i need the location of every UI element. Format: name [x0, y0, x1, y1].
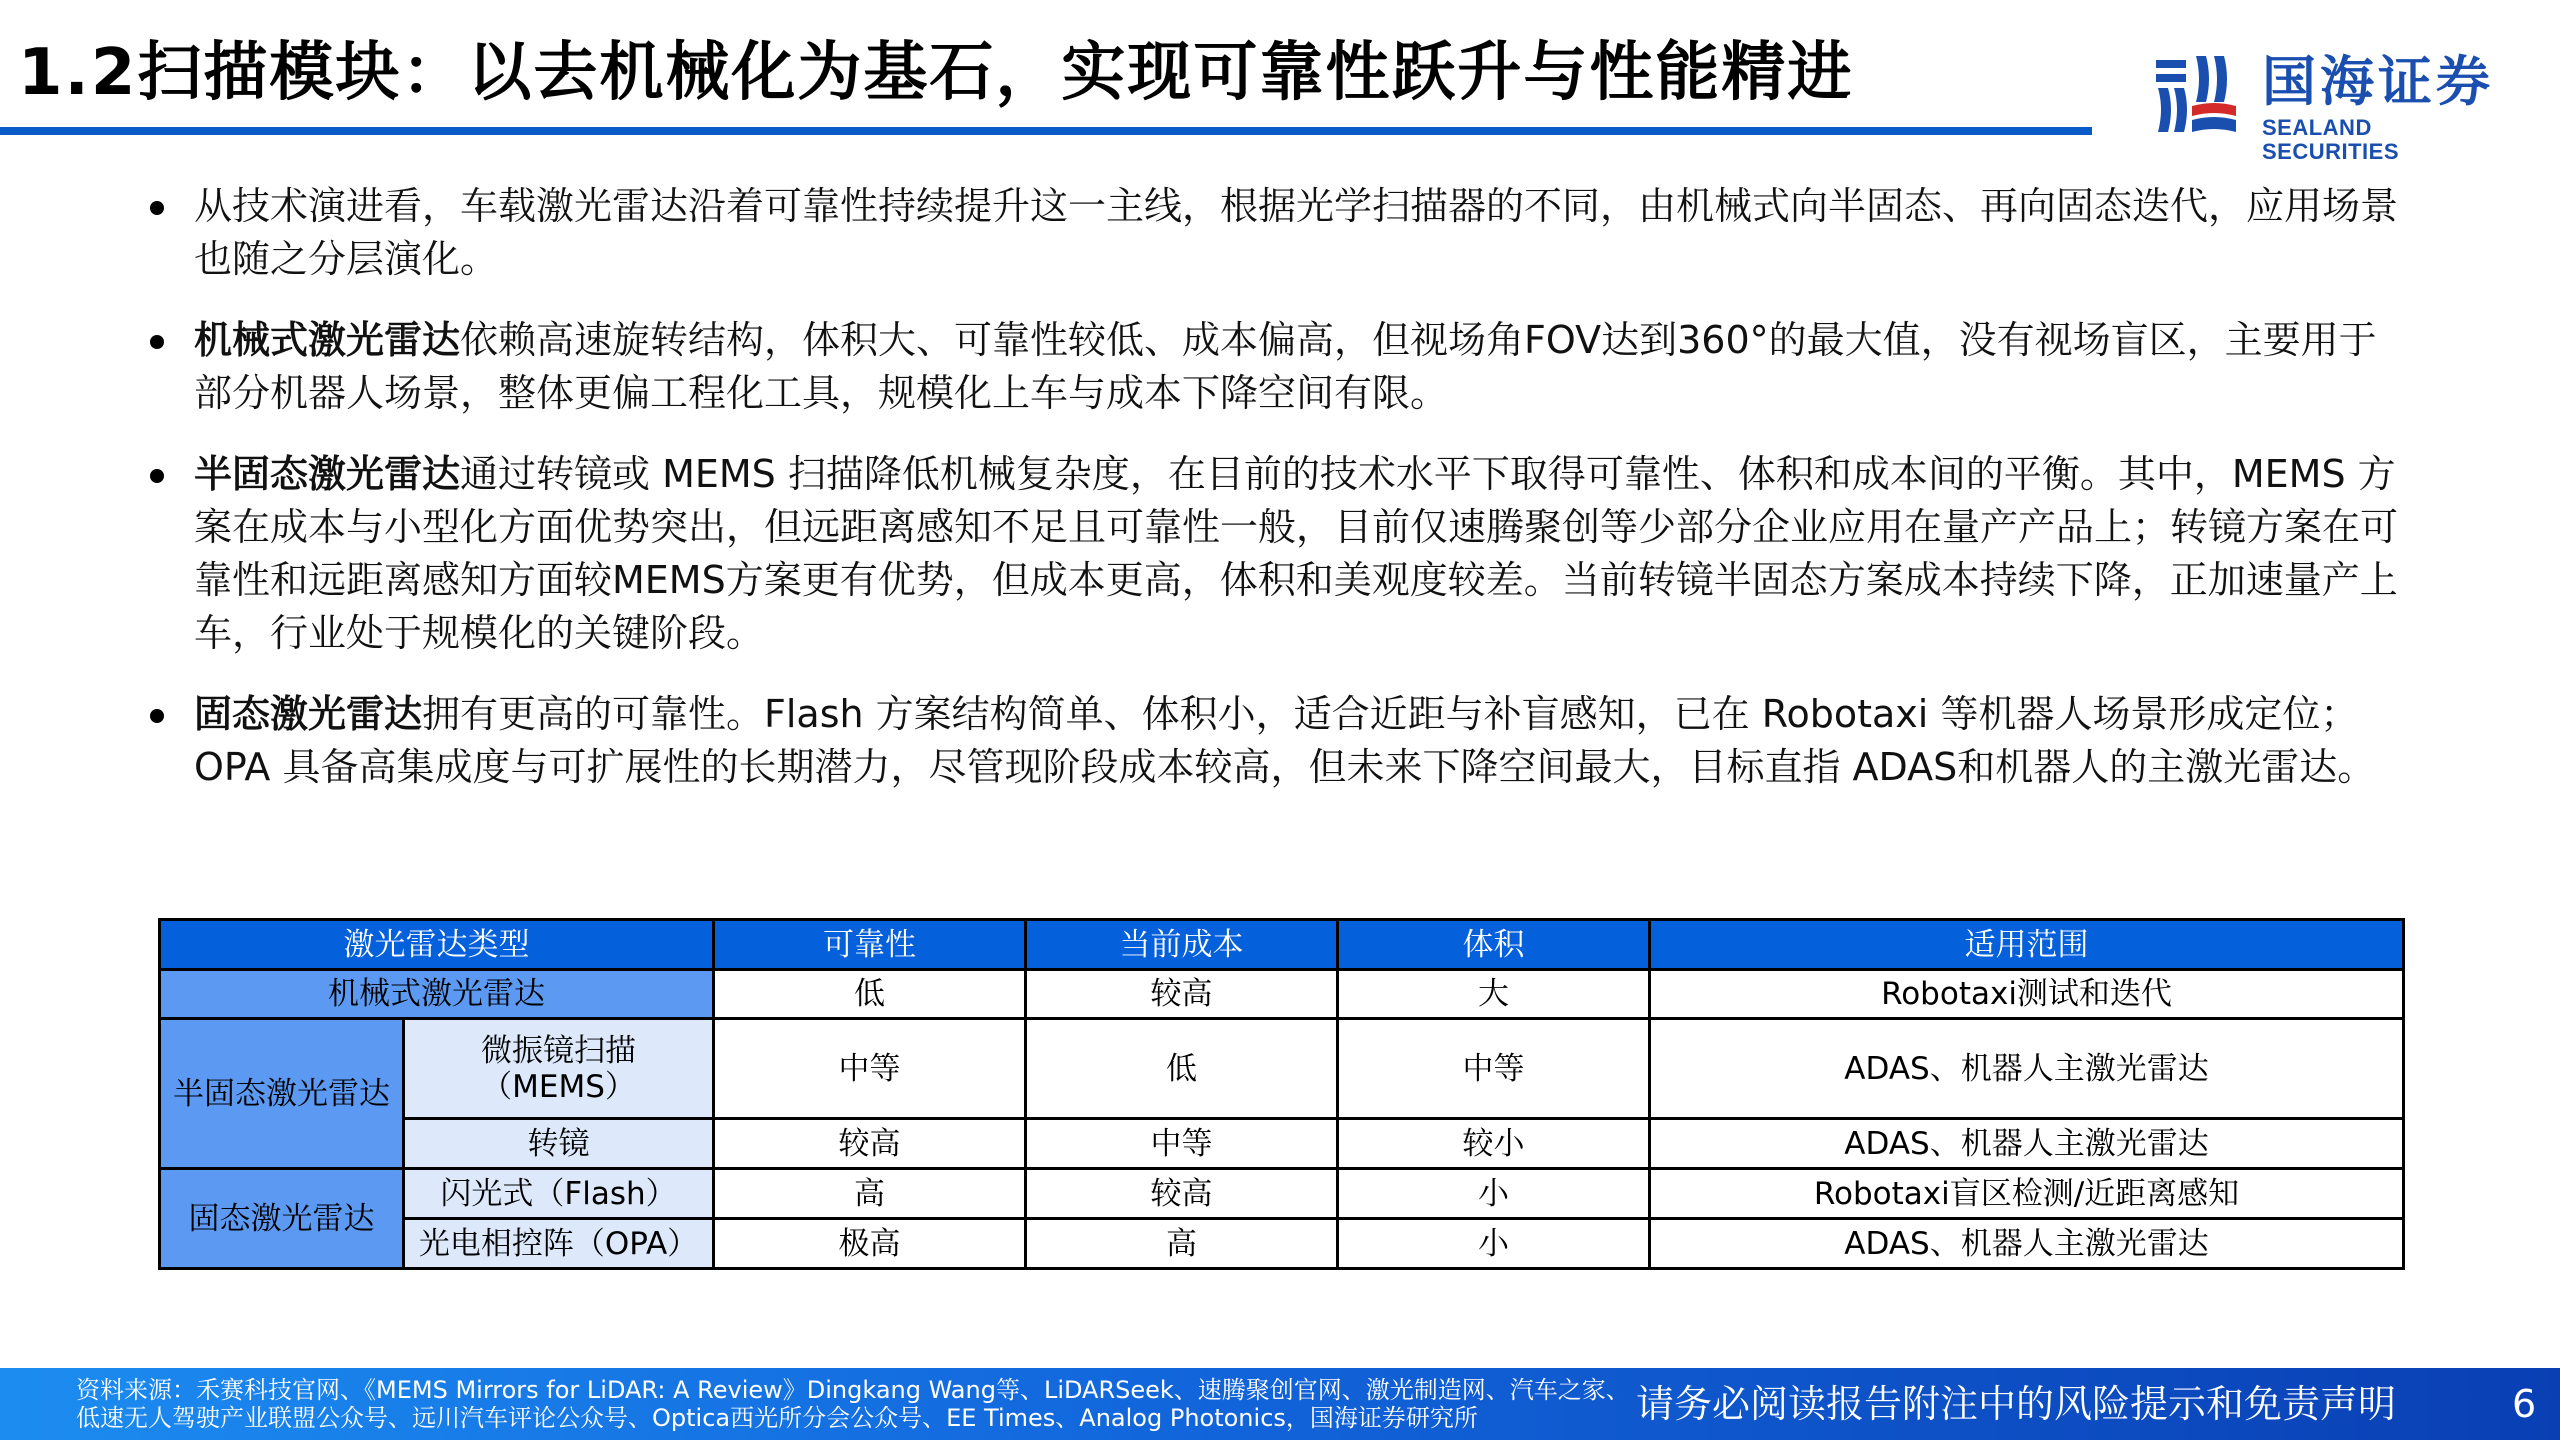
cell-volume: 小	[1338, 1219, 1650, 1269]
sealand-logo-icon	[2156, 54, 2238, 134]
cell-volume: 小	[1338, 1169, 1650, 1219]
cell-cost: 高	[1026, 1219, 1338, 1269]
cell-reliability: 极高	[714, 1219, 1026, 1269]
cell-reliability: 较高	[714, 1119, 1026, 1169]
header-cost: 当前成本	[1026, 920, 1338, 970]
bullet-text: 拥有更高的可靠性。Flash 方案结构简单、体积小，适合近距与补盲感知，已在 Robotaxi 等机器人场景形成定位；OPA 具备高集成度与可扩展性的长期潜力，尽管现阶段成本较高，但未来下降空间最大，目标直指 ADAS和机器人的主激光雷达。	[194, 692, 2376, 789]
cell-cost: 低	[1026, 1019, 1338, 1119]
cell-scope: Robotaxi盲区检测/近距离感知	[1650, 1169, 2404, 1219]
bullet-text: 通过转镜或 MEMS 扫描降低机械复杂度，在目前的技术水平下取得可靠性、体积和成本间的平衡。其中，MEMS 方案在成本与小型化方面优势突出，但远距离感知不足且可靠性一般，目前仅速腾聚创等少部分企业应用在量产产品上；转镜方案在可靠性和远距离感知方面较MEMS方案更有优势，但成本更高，体积和美观度较差。当前转镜半固态方案成本持续下降，正加速量产上车，行业处于规模化的关键阶段。	[194, 452, 2399, 655]
bullet-item	[148, 448, 2408, 660]
group-solid: 固态激光雷达	[160, 1169, 404, 1269]
cell-scope: ADAS、机器人主激光雷达	[1650, 1019, 2404, 1119]
page-title: 1.2扫描模块：以去机械化为基石，实现可靠性跃升与性能精进	[18, 36, 1854, 110]
cell-volume: 较小	[1338, 1119, 1650, 1169]
cell-cost: 中等	[1026, 1119, 1338, 1169]
disclaimer-text: 请务必阅读报告附注中的风险提示和免责声明	[1636, 1382, 2397, 1426]
slide-header	[0, 0, 2560, 164]
group-semi-solid: 半固态激光雷达	[160, 1019, 404, 1169]
bullet-item	[148, 688, 2408, 794]
cell-reliability: 低	[714, 970, 1026, 1019]
cell-reliability: 中等	[714, 1019, 1026, 1119]
source-line-2: 低速无人驾驶产业联盟公众号、远川汽车评论公众号、Optica西光所分会公众号、EE Times、Analog Photonics，国海证券研究所	[76, 1404, 1478, 1432]
table-row	[160, 1219, 2404, 1269]
cell-scope: ADAS、机器人主激光雷达	[1650, 1119, 2404, 1169]
source-note	[76, 1376, 1636, 1432]
bullet-lead: 半固态激光雷达	[194, 452, 461, 496]
lidar-comparison-table	[158, 918, 2402, 1270]
bullet-dot-icon	[150, 201, 164, 215]
cell-scope: ADAS、机器人主激光雷达	[1650, 1219, 2404, 1269]
subtype-mems	[404, 1019, 714, 1119]
header-type: 激光雷达类型	[160, 920, 714, 970]
type-mechanical: 机械式激光雷达	[160, 970, 714, 1019]
logo-name-cn: 国海证券	[2262, 50, 2494, 113]
bullet-lead: 固态激光雷达	[194, 692, 423, 736]
bullet-lead: 机械式激光雷达	[194, 318, 461, 362]
table-row	[160, 1169, 2404, 1219]
cell-cost: 较高	[1026, 1169, 1338, 1219]
cell-volume: 大	[1338, 970, 1650, 1019]
title-underline	[0, 127, 2092, 135]
header-volume: 体积	[1338, 920, 1650, 970]
bullet-text: 依赖高速旋转结构，体积大、可靠性较低、成本偏高，但视场角FOV达到360°的最大值，没有视场盲区，主要用于部分机器人场景，整体更偏工程化工具，规模化上车与成本下降空间有限。	[194, 318, 2377, 415]
table-row	[160, 1119, 2404, 1169]
cell-cost: 较高	[1026, 970, 1338, 1019]
bullet-dot-icon	[150, 469, 164, 483]
page-number: 6	[2512, 1382, 2537, 1426]
subtype-opa: 光电相控阵（OPA）	[404, 1219, 714, 1269]
bullet-item	[148, 180, 2408, 286]
bullet-dot-icon	[150, 335, 164, 349]
table-header-row	[160, 920, 2404, 970]
slide-footer	[0, 1368, 2560, 1440]
subtype-flash: 闪光式（Flash）	[404, 1169, 714, 1219]
bullet-dot-icon	[150, 709, 164, 723]
bullet-list	[148, 180, 2408, 822]
subtype-mems-line1: 微振镜扫描	[481, 1032, 636, 1069]
header-reliability: 可靠性	[714, 920, 1026, 970]
cell-reliability: 高	[714, 1169, 1026, 1219]
header-scope: 适用范围	[1650, 920, 2404, 970]
table-row	[160, 1019, 2404, 1119]
bullet-item	[148, 314, 2408, 420]
source-line-1: 资料来源：禾赛科技官网、《MEMS Mirrors for LiDAR: A Review》Dingkang Wang等、LiDARSeek、速腾聚创官网、激光制造网、汽车之家、	[76, 1376, 1630, 1404]
logo-name-en: SEALAND SECURITIES	[2262, 115, 2400, 164]
bullet-text: 从技术演进看，车载激光雷达沿着可靠性持续提升这一主线，根据光学扫描器的不同，由机械式向半固态、再向固态迭代，应用场景也随之分层演化。	[194, 184, 2399, 281]
cell-volume: 中等	[1338, 1019, 1650, 1119]
company-logo	[2150, 30, 2510, 164]
cell-scope: Robotaxi测试和迭代	[1650, 970, 2404, 1019]
subtype-mems-line2: （MEMS）	[481, 1068, 636, 1105]
subtype-rotating-mirror: 转镜	[404, 1119, 714, 1169]
table-row	[160, 970, 2404, 1019]
